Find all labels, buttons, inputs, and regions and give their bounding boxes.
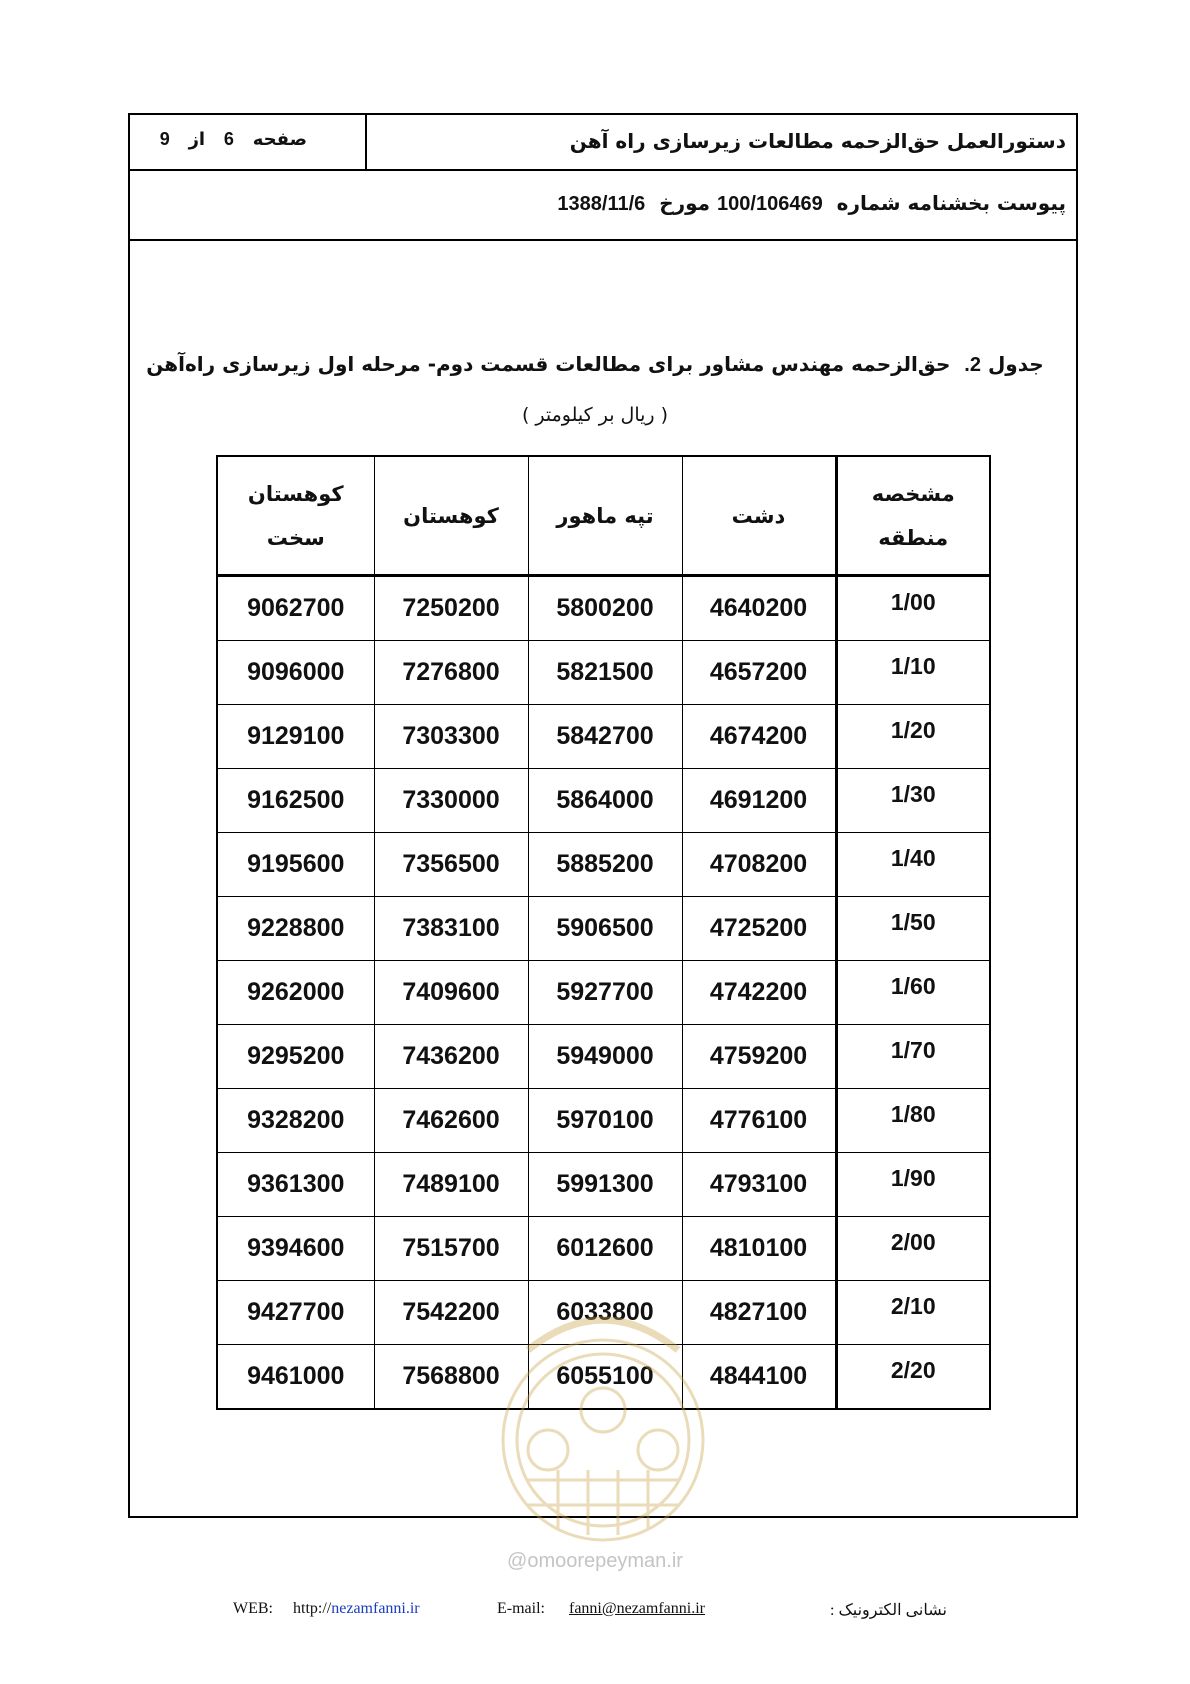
- annex-reference: [557, 191, 1066, 216]
- header-row-title: [130, 115, 1076, 171]
- cell-hilly: 5991300: [528, 1153, 682, 1217]
- table-row: [217, 961, 990, 1025]
- cell-region: 1/10: [836, 641, 990, 705]
- cell-mountain: 7383100: [374, 897, 528, 961]
- cell-mountain: 7330000: [374, 769, 528, 833]
- page-of: از: [188, 129, 206, 150]
- footer-web: [233, 1600, 420, 1618]
- page-number: [160, 129, 307, 150]
- cell-mountain: 7462600: [374, 1089, 528, 1153]
- table-row: [217, 705, 990, 769]
- cell-hard-mountain: 9394600: [217, 1217, 374, 1281]
- table-row: [217, 1217, 990, 1281]
- cell-plain: 4674200: [682, 705, 836, 769]
- table-row: [217, 769, 990, 833]
- caption-text: حق‌الزحمه مهندس مشاور برای مطالعات قسمت دوم- مرحله اول زیرسازی راه‌آهن: [146, 352, 951, 376]
- cell-mountain: 7515700: [374, 1217, 528, 1281]
- cell-hilly: 5949000: [528, 1025, 682, 1089]
- document-title: دستورالعمل حق‌الزحمه مطالعات زیرسازی راه آهن: [569, 129, 1066, 153]
- cell-region: 1/20: [836, 705, 990, 769]
- cell-mountain: 7276800: [374, 641, 528, 705]
- table-caption: [0, 352, 1190, 377]
- table-row: [217, 576, 990, 641]
- cell-region: 2/00: [836, 1217, 990, 1281]
- cell-region: 1/90: [836, 1153, 990, 1217]
- cell-region: 2/10: [836, 1281, 990, 1345]
- cell-mountain: 7303300: [374, 705, 528, 769]
- header-hilly: تپه ماهور: [528, 456, 682, 576]
- header-row-annex: [130, 171, 1076, 241]
- page-footer: [0, 1600, 1190, 1630]
- cell-hilly: 5800200: [528, 576, 682, 641]
- cell-region: 1/30: [836, 769, 990, 833]
- cell-plain: 4657200: [682, 641, 836, 705]
- cell-region: 1/60: [836, 961, 990, 1025]
- header-region: مشخصه منطقه: [836, 456, 990, 576]
- cell-mountain: 7489100: [374, 1153, 528, 1217]
- cell-hard-mountain: 9262000: [217, 961, 374, 1025]
- cell-hard-mountain: 9361300: [217, 1153, 374, 1217]
- cell-hard-mountain: 9427700: [217, 1281, 374, 1345]
- cell-hilly: 6012600: [528, 1217, 682, 1281]
- cell-plain: 4844100: [682, 1345, 836, 1410]
- cell-plain: 4793100: [682, 1153, 836, 1217]
- cell-plain: 4776100: [682, 1089, 836, 1153]
- cell-region: 1/40: [836, 833, 990, 897]
- header-plain: دشت: [682, 456, 836, 576]
- cell-hard-mountain: 9195600: [217, 833, 374, 897]
- table-row: [217, 897, 990, 961]
- header-mountain: کوهستان: [374, 456, 528, 576]
- cell-mountain: 7542200: [374, 1281, 528, 1345]
- cell-mountain: 7356500: [374, 833, 528, 897]
- cell-hard-mountain: 9162500: [217, 769, 374, 833]
- cell-mountain: 7568800: [374, 1345, 528, 1410]
- annex-date: 1388/11/6: [557, 193, 646, 215]
- cell-mountain: 7250200: [374, 576, 528, 641]
- table-row: [217, 1153, 990, 1217]
- cell-hilly: 5927700: [528, 961, 682, 1025]
- cell-region: 1/70: [836, 1025, 990, 1089]
- web-link[interactable]: nezamfanni.ir: [331, 1600, 420, 1617]
- email-link[interactable]: fanni@nezamfanni.ir: [568, 1600, 705, 1617]
- table-row: [217, 1345, 990, 1410]
- cell-hilly: 6055100: [528, 1345, 682, 1410]
- header-hard-mountain: کوهستان سخت: [217, 456, 374, 576]
- cell-hilly: 5842700: [528, 705, 682, 769]
- page-current: 6: [223, 129, 234, 149]
- cell-mountain: 7409600: [374, 961, 528, 1025]
- footer-address-label: نشانی الکترونیک :: [830, 1602, 947, 1619]
- cell-plain: 4640200: [682, 576, 836, 641]
- cell-hard-mountain: 9328200: [217, 1089, 374, 1153]
- cell-plain: 4725200: [682, 897, 836, 961]
- footer-email: [497, 1600, 705, 1618]
- cell-region: 1/00: [836, 576, 990, 641]
- table-row: [217, 1025, 990, 1089]
- cell-hard-mountain: 9129100: [217, 705, 374, 769]
- caption-number: 2.: [964, 354, 981, 376]
- web-label: WEB:: [233, 1600, 273, 1617]
- cell-region: 1/80: [836, 1089, 990, 1153]
- annex-dated: مورخ: [659, 191, 711, 215]
- cell-hard-mountain: 9096000: [217, 641, 374, 705]
- cell-hard-mountain: 9295200: [217, 1025, 374, 1089]
- table-unit: ( ریال بر کیلومتر ): [521, 404, 669, 426]
- web-prefix: http://: [293, 1600, 332, 1617]
- table-row: [217, 1281, 990, 1345]
- cell-hilly: 5864000: [528, 769, 682, 833]
- cell-hilly: 5885200: [528, 833, 682, 897]
- page-total: 9: [159, 129, 170, 149]
- cell-hard-mountain: 9062700: [217, 576, 374, 641]
- watermark-site: @omoorepeyman.ir: [507, 1550, 683, 1572]
- cell-hilly: 5821500: [528, 641, 682, 705]
- table-row: [217, 1089, 990, 1153]
- cell-region: 2/20: [836, 1345, 990, 1410]
- cell-plain: 4742200: [682, 961, 836, 1025]
- cell-region: 1/50: [836, 897, 990, 961]
- email-label: E-mail:: [497, 1600, 545, 1617]
- caption-prefix: جدول: [987, 352, 1044, 376]
- cell-plain: 4810100: [682, 1217, 836, 1281]
- cell-plain: 4691200: [682, 769, 836, 833]
- cell-plain: 4708200: [682, 833, 836, 897]
- cell-hilly: 5970100: [528, 1089, 682, 1153]
- annex-number: 100/106469: [717, 193, 823, 215]
- cell-mountain: 7436200: [374, 1025, 528, 1089]
- cell-hilly: 5906500: [528, 897, 682, 961]
- page-number-cell: [130, 115, 367, 169]
- annex-prefix: پیوست بخشنامه شماره: [836, 191, 1066, 215]
- fee-table: [216, 455, 991, 1410]
- page-label: صفحه: [252, 129, 307, 150]
- cell-hilly: 6033800: [528, 1281, 682, 1345]
- cell-plain: 4827100: [682, 1281, 836, 1345]
- table-row: [217, 833, 990, 897]
- table-header-row: [217, 456, 990, 576]
- cell-hard-mountain: 9461000: [217, 1345, 374, 1410]
- table-row: [217, 641, 990, 705]
- cell-plain: 4759200: [682, 1025, 836, 1089]
- cell-hard-mountain: 9228800: [217, 897, 374, 961]
